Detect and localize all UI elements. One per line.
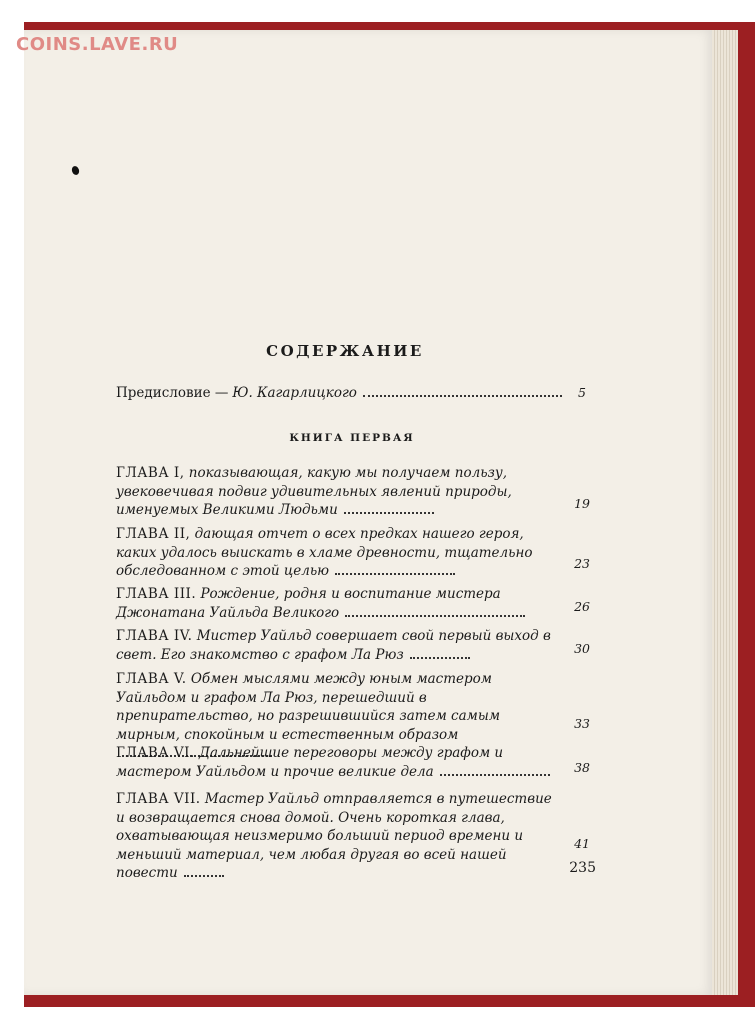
dot-leader — [184, 874, 224, 877]
toc-entry-chapter-4 — [116, 627, 556, 664]
chapter-page-number: 23 — [574, 556, 590, 571]
chapter-description: Мастер Уайльд отправляется в путешествие и возвращается снова домой. Очень короткая глава, охватывающая неизмеримо больший период времени и меньший материал, чем любая другая во всей нашей повести — [116, 791, 552, 881]
chapter-page-number: 19 — [574, 496, 590, 511]
chapter-number: ГЛАВА III. — [116, 586, 197, 602]
toc-entry-chapter-1 — [116, 464, 556, 520]
chapter-page-number: 26 — [574, 599, 590, 614]
dot-leader — [335, 572, 455, 575]
chapter-number: ГЛАВА VII. — [116, 791, 201, 807]
toc-title: СОДЕРЖАНИЕ — [266, 342, 424, 360]
page-folio: 235 — [569, 860, 596, 876]
toc-entry-chapter-2 — [116, 525, 556, 581]
preface-author: Ю. Кагарлицкого — [232, 385, 357, 401]
toc-entry-chapter-3 — [116, 585, 556, 622]
book-heading: КНИГА ПЕРВАЯ — [289, 432, 415, 444]
chapter-page-number: 33 — [574, 716, 590, 731]
chapter-description: Мистер Уайльд совершает свой первый выход в свет. Его знакомство с графом Ла Рюз — [116, 628, 551, 663]
toc-entry-preface — [116, 385, 586, 401]
chapter-page-number: 41 — [574, 836, 590, 851]
chapter-number: ГЛАВА VI. — [116, 745, 195, 761]
preface-label: Предисловие — — [116, 385, 229, 401]
chapter-number: ГЛАВА I, — [116, 465, 185, 481]
chapter-description: Дальнейшие переговоры между графом и мастером Уайльдом и прочие великие дела — [116, 745, 504, 780]
dot-leader — [363, 394, 562, 397]
chapter-page-number: 30 — [574, 641, 590, 656]
chapter-number: ГЛАВА V. — [116, 671, 187, 687]
page-edges — [712, 30, 738, 995]
chapter-page-number: 38 — [574, 760, 590, 775]
dot-leader — [440, 773, 550, 776]
chapter-number: ГЛАВА II, — [116, 526, 191, 542]
watermark: COINS.LAVE.RU — [16, 34, 179, 55]
chapter-number: ГЛАВА IV. — [116, 628, 193, 644]
dot-leader — [410, 656, 470, 659]
toc-entry-chapter-6 — [116, 744, 556, 781]
dot-leader — [345, 614, 525, 617]
chapter-description: Обмен мыслями между юным мастером Уайльдом и графом Ла Рюз, перешедший в препирательство, но разрешившийся затем самым мирным, спокойным и естественным образом — [116, 671, 501, 743]
chapter-description: показывающая, какую мы получаем пользу, увековечивая подвиг удивительных явлений природы, именуемых Великими Людьми — [116, 465, 512, 518]
toc-entry-chapter-7 — [116, 790, 556, 883]
chapter-description: Рождение, родня и воспитание мистера Джонатана Уайльда Великого — [116, 586, 501, 621]
chapter-description: дающая отчет о всех предках нашего героя, каких удалось выискать в хламе древности, тщательно обследованном с этой целью — [116, 526, 533, 579]
dot-leader — [344, 511, 434, 514]
preface-page-number: 5 — [578, 385, 586, 400]
